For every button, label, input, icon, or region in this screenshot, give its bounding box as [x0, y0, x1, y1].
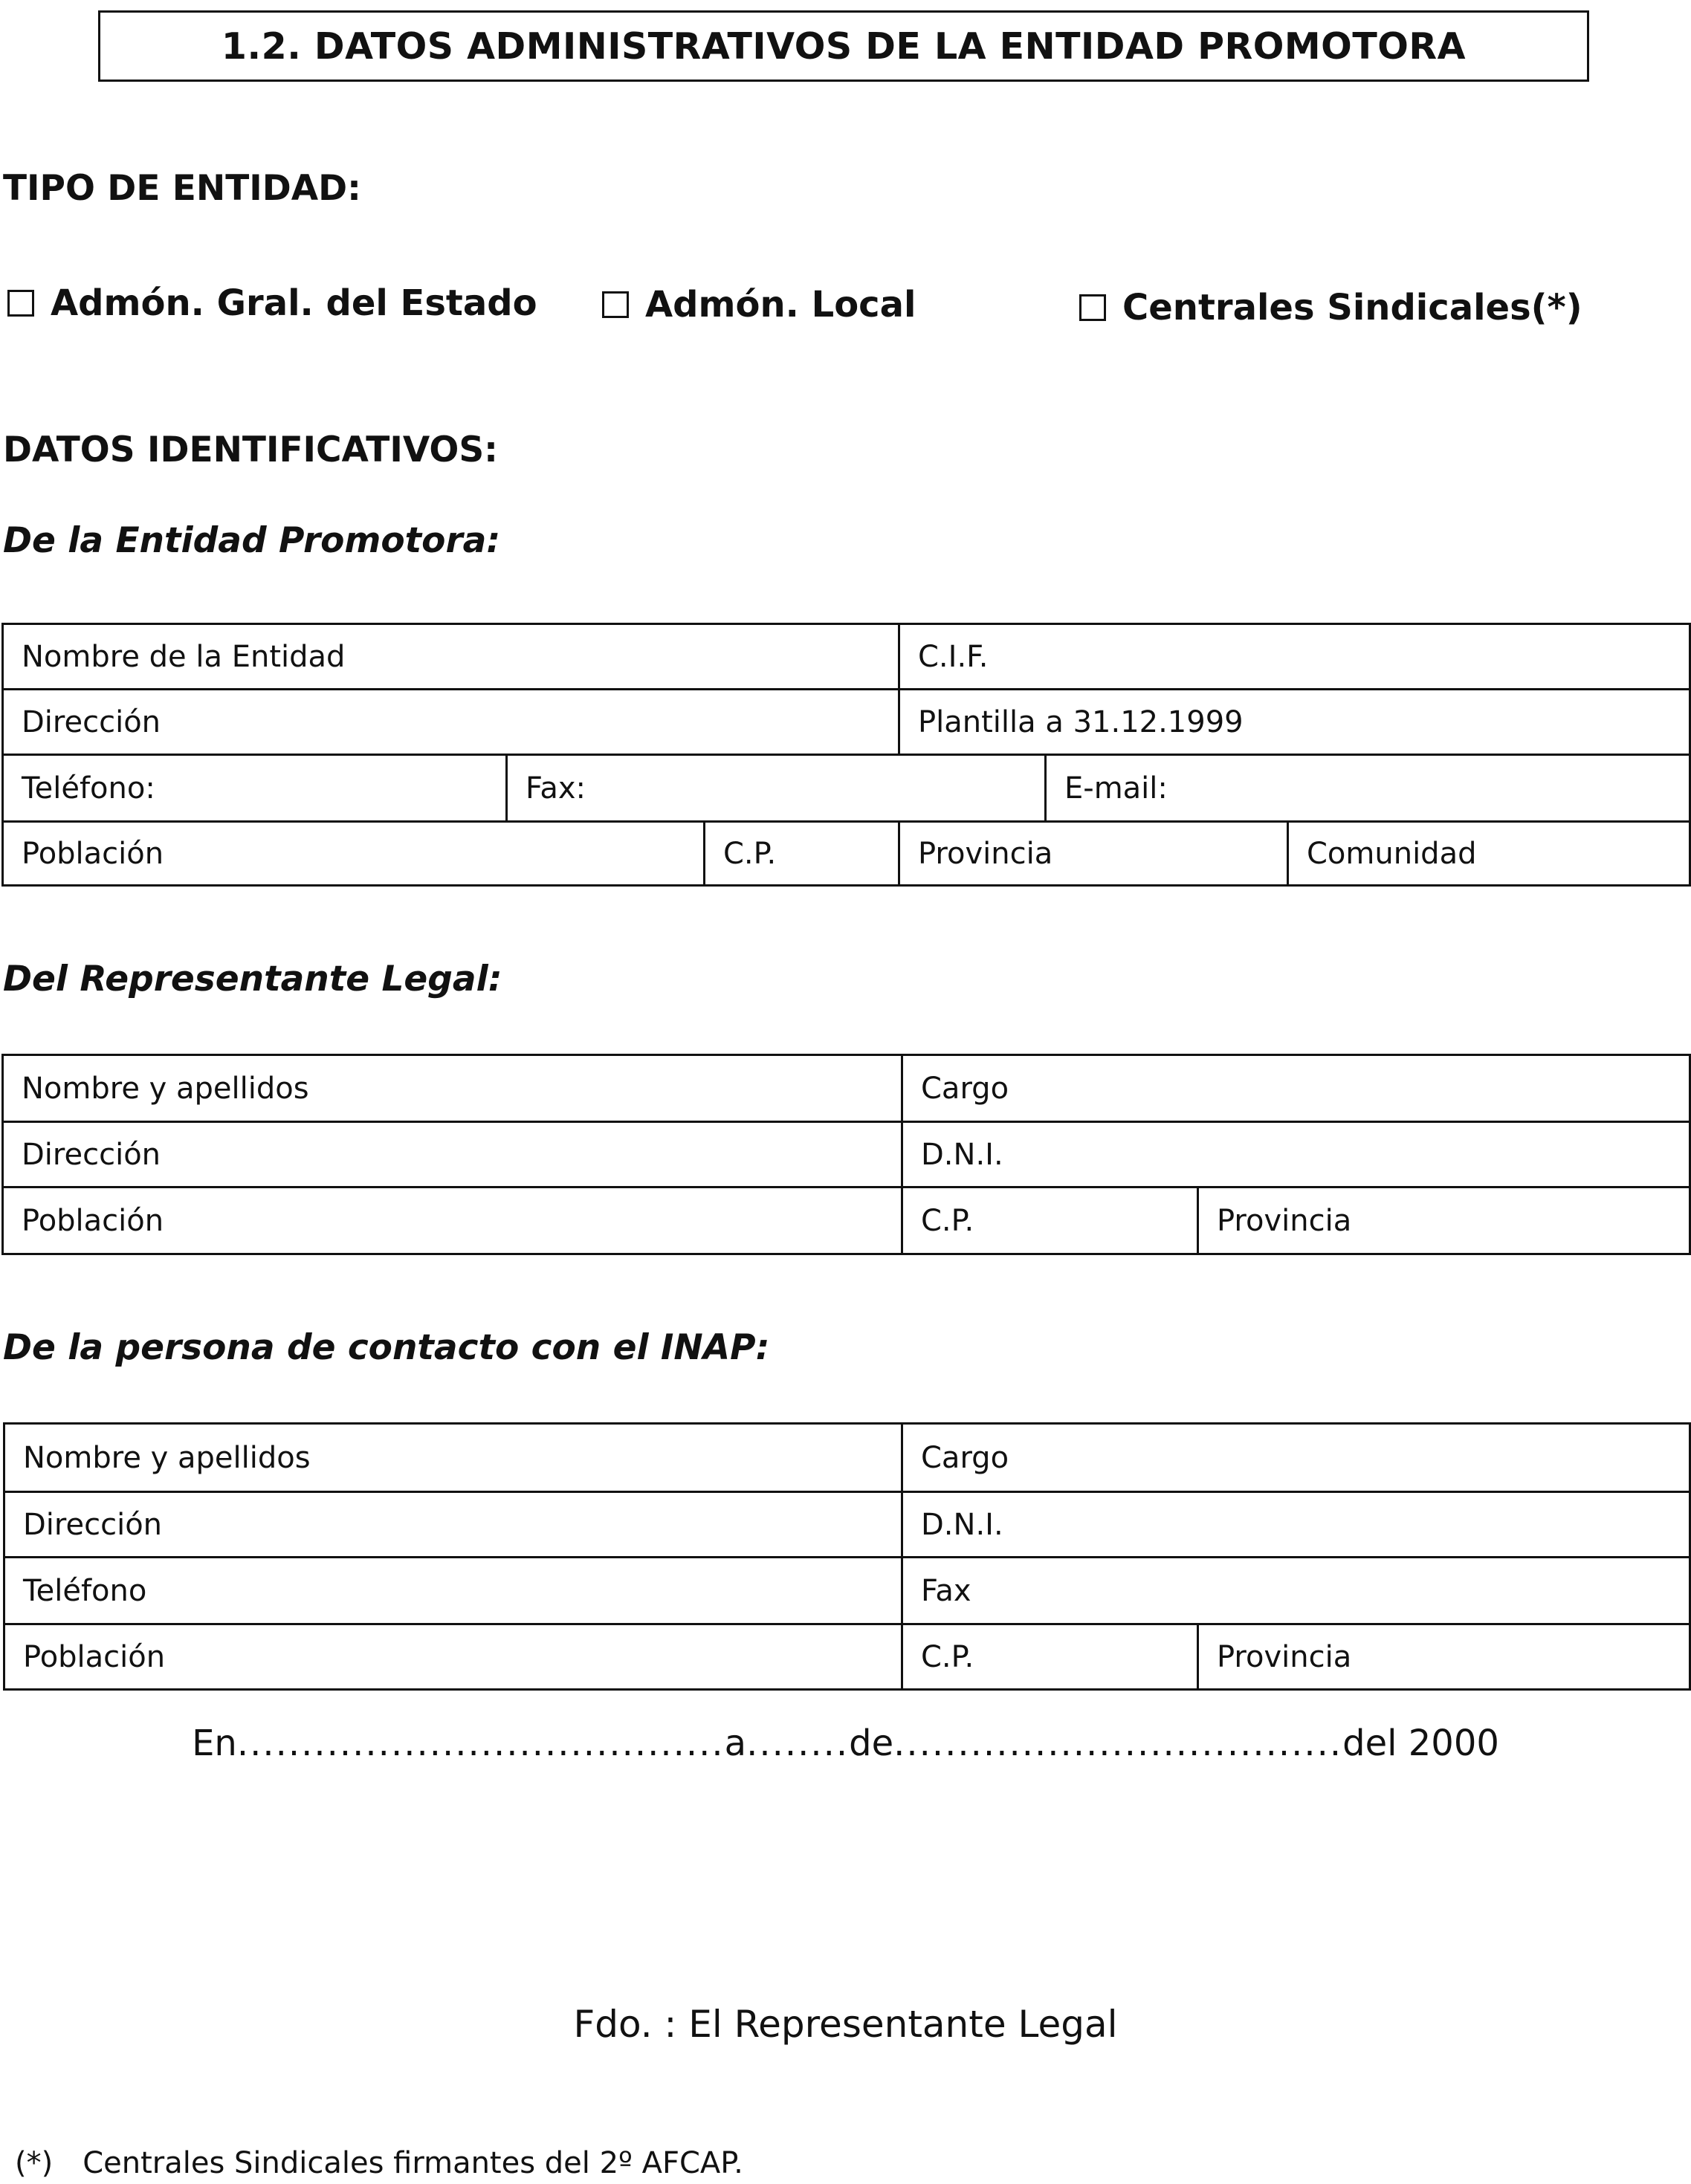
- representante-cargo-field[interactable]: Cargo: [902, 1055, 1690, 1122]
- document-title: 1.2. DATOS ADMINISTRATIVOS DE LA ENTIDAD PROMOTORA: [98, 10, 1589, 82]
- representante-heading: Del Representante Legal:: [3, 959, 502, 999]
- date-line: [0, 1723, 1691, 1764]
- footnote-text: Centrales Sindicales firmantes del 2º AFCAP.: [83, 2146, 743, 2180]
- representante-provincia-field[interactable]: Provincia: [1198, 1187, 1690, 1254]
- date-month-blank[interactable]: ...................................: [893, 1723, 1343, 1764]
- date-en-label: En: [192, 1723, 237, 1764]
- date-day-blank[interactable]: ........: [746, 1723, 850, 1764]
- option-admon-local[interactable]: [602, 284, 916, 325]
- entidad-plantilla-field[interactable]: Plantilla a 31.12.1999: [899, 690, 1690, 755]
- option-admon-estado-label: Admón. Gral. del Estado: [51, 282, 537, 324]
- entidad-poblacion-field[interactable]: Población: [3, 822, 705, 886]
- option-centrales-sindicales[interactable]: [1079, 287, 1582, 328]
- representante-direccion-field[interactable]: Dirección: [3, 1122, 902, 1187]
- entidad-nombre-field[interactable]: Nombre de la Entidad: [3, 624, 899, 690]
- date-de-label: de: [849, 1723, 894, 1764]
- representante-dni-field[interactable]: D.N.I.: [902, 1122, 1690, 1187]
- date-a-label: a: [724, 1723, 747, 1764]
- contacto-cp-field[interactable]: C.P.: [902, 1624, 1198, 1690]
- contacto-provincia-field[interactable]: Provincia: [1198, 1624, 1690, 1690]
- contacto-nombre-field[interactable]: Nombre y apellidos: [4, 1424, 902, 1492]
- entidad-comunidad-field[interactable]: Comunidad: [1288, 822, 1690, 886]
- entidad-provincia-field[interactable]: Provincia: [899, 822, 1288, 886]
- footnote-mark: (*): [15, 2146, 54, 2180]
- contacto-cargo-field[interactable]: Cargo: [902, 1424, 1690, 1492]
- tipo-entidad-heading: TIPO DE ENTIDAD:: [3, 168, 361, 209]
- contacto-telefono-field[interactable]: Teléfono: [4, 1558, 902, 1624]
- date-place-blank[interactable]: ......................................: [236, 1723, 725, 1764]
- entidad-cif-field[interactable]: C.I.F.: [899, 624, 1690, 690]
- contacto-table: [3, 1422, 1691, 1691]
- contacto-fax-field[interactable]: Fax: [902, 1558, 1690, 1624]
- entidad-telefono-field[interactable]: Teléfono:: [3, 755, 507, 822]
- representante-poblacion-field[interactable]: Población: [3, 1187, 902, 1254]
- contacto-heading: De la persona de contacto con el INAP:: [3, 1327, 770, 1368]
- contacto-direccion-field[interactable]: Dirección: [4, 1492, 902, 1558]
- date-year-label: del 2000: [1342, 1723, 1499, 1764]
- entidad-direccion-field[interactable]: Dirección: [3, 690, 899, 755]
- signature-line: Fdo. : El Representante Legal: [573, 2003, 1118, 2046]
- datos-identificativos-heading: DATOS IDENTIFICATIVOS:: [3, 430, 498, 470]
- entidad-fax-field[interactable]: Fax:: [507, 755, 1046, 822]
- entidad-email-field[interactable]: E-mail:: [1046, 755, 1690, 822]
- contacto-dni-field[interactable]: D.N.I.: [902, 1492, 1690, 1558]
- option-admon-local-label: Admón. Local: [645, 284, 916, 325]
- contacto-poblacion-field[interactable]: Población: [4, 1624, 902, 1690]
- footnote: [15, 2146, 743, 2180]
- checkbox-centrales-sindicales[interactable]: [1079, 294, 1106, 321]
- representante-nombre-field[interactable]: Nombre y apellidos: [3, 1055, 902, 1122]
- checkbox-admon-estado[interactable]: [7, 290, 34, 317]
- option-admon-estado[interactable]: [7, 282, 537, 324]
- entidad-cp-field[interactable]: C.P.: [705, 822, 899, 886]
- representante-table: [1, 1054, 1691, 1255]
- entidad-table: [1, 623, 1691, 887]
- checkbox-admon-local[interactable]: [602, 291, 629, 318]
- representante-cp-field[interactable]: C.P.: [902, 1187, 1198, 1254]
- option-centrales-sindicales-label: Centrales Sindicales(*): [1122, 287, 1582, 328]
- entidad-heading: De la Entidad Promotora:: [3, 520, 501, 561]
